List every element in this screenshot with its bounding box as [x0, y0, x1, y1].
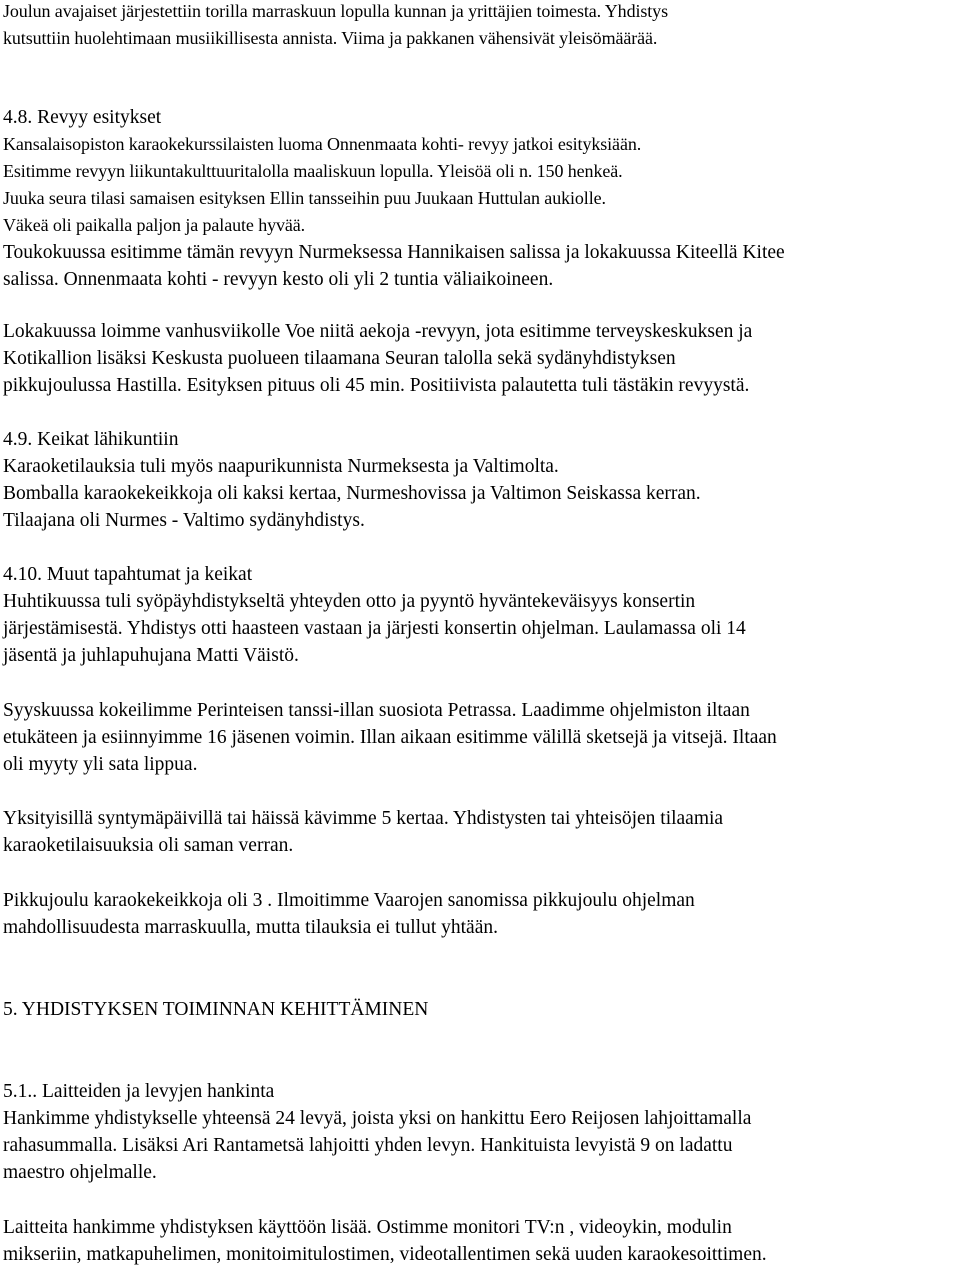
section-4-10-heading: 4.10. Muut tapahtumat ja keikat [3, 564, 253, 585]
section-4-10-line-3: jäsentä ja juhlapuhujana Matti Väistö. [3, 645, 299, 666]
section-4-10-line-1: Huhtikuussa tuli syöpäyhdistykseltä yhteyden otto ja pyyntö hyväntekeväisyys konsertin [3, 591, 696, 612]
section-4-9-heading: 4.9. Keikat lähikuntiin [3, 429, 179, 450]
intro-line-1: Joulun avajaiset järjestettiin torilla marraskuun lopulla kunnan ja yrittäjien toimesta. Yhdistys [3, 1, 668, 21]
section-4-8-line-7: Lokakuussa loimme vanhusviikolle Voe niitä aekoja -revyyn, jota esitimme terveyskeskuksen ja [3, 321, 753, 342]
intro-line-2: kutsuttiin huolehtimaan musiikillisesta annista. Viima ja pakkanen vähensivät yleisömäärää. [3, 28, 658, 48]
section-5-1-line-4: Laitteita hankimme yhdistyksen käyttöön lisää. Ostimme monitori TV:n , videoykin, modulin [3, 1217, 732, 1238]
section-5-1-line-2: rahasummalla. Lisäksi Ari Rantametsä lahjoitti yhden levyn. Hankituista levyistä 9 on ladattu [3, 1135, 733, 1156]
section-4-10-line-9: Pikkujoulu karaokekeikkoja oli 3 . Ilmoitimme Vaarojen sanomissa pikkujoulu ohjelman [3, 890, 695, 911]
section-4-10-line-2: järjestämisestä. Yhdistys otti haasteen vastaan ja järjesti konsertin ohjelman. Laulamassa oli 14 [3, 618, 746, 639]
section-4-8-line-2: Esitimme revyyn liikuntakulttuuritalolla maaliskuun lopulla. Yleisöä oli n. 150 henkeä. [3, 161, 623, 181]
section-4-10-line-8: karaoketilaisuuksia oli saman verran. [3, 835, 294, 856]
section-4-10-line-10: mahdollisuudesta marraskuulla, mutta tilauksia ei tullut yhtään. [3, 917, 498, 938]
section-4-8-line-5: Toukokuussa esitimme tämän revyyn Nurmeksessa Hannikaisen salissa ja lokakuussa Kiteellä Kitee [3, 242, 785, 263]
section-4-8-line-1: Kansalaisopiston karaokekurssilaisten luoma Onnenmaata kohti- revyy jatkoi esityksiään. [3, 134, 642, 154]
section-4-8-line-6: salissa. Onnenmaata kohti - revyyn kesto oli yli 2 tuntia väliaikoineen. [3, 269, 554, 290]
section-5-1-line-3: maestro ohjelmalle. [3, 1162, 157, 1183]
section-5-heading: 5. YHDISTYKSEN TOIMINNAN KEHITTÄMINEN [3, 999, 429, 1020]
section-4-9-line-2: Bomballa karaokekeikkoja oli kaksi kertaa, Nurmeshovissa ja Valtimon Seiskassa kerran. [3, 483, 701, 504]
section-4-10-line-4: Syyskuussa kokeilimme Perinteisen tanssi-illan suosiota Petrassa. Laadimme ohjelmiston iltaan [3, 700, 750, 721]
section-4-10-line-6: oli myyty yli sata lippua. [3, 754, 198, 775]
section-4-8-heading: 4.8. Revyy esitykset [3, 107, 162, 128]
section-4-9-line-3: Tilaajana oli Nurmes - Valtimo sydänyhdistys. [3, 510, 365, 531]
section-4-9-line-1: Karaoketilauksia tuli myös naapurikunnista Nurmeksesta ja Valtimolta. [3, 456, 559, 477]
section-4-8-line-3: Juuka seura tilasi samaisen esityksen Ellin tansseihin puu Juukaan Huttulan aukiolle. [3, 188, 606, 208]
section-4-8-line-8: Kotikallion lisäksi Keskusta puolueen tilaamana Seuran talolla sekä sydänyhdistyksen [3, 348, 676, 369]
section-4-8-line-4: Väkeä oli paikalla paljon ja palaute hyvää. [3, 215, 306, 235]
section-5-1-line-1: Hankimme yhdistykselle yhteensä 24 levyä, joista yksi on hankittu Eero Reijosen lahjoittamalla [3, 1108, 752, 1129]
section-5-1-line-5: mikseriin, matkapuhelimen, monitoimitulostimen, videotallentimen sekä uuden karaokesoittimen. [3, 1244, 767, 1265]
section-4-10-line-7: Yksityisillä syntymäpäivillä tai häissä kävimme 5 kertaa. Yhdistysten tai yhteisöjen tilaamia [3, 808, 724, 829]
section-4-8-line-9: pikkujoulussa Hastilla. Esityksen pituus oli 45 min. Positiivista palautetta tuli tästäkin revyystä. [3, 375, 750, 396]
section-5-1-heading: 5.1.. Laitteiden ja levyjen hankinta [3, 1081, 275, 1102]
section-4-10-line-5: etukäteen ja esiinnyimme 16 jäsenen voimin. Illan aikaan esitimme välillä sketsejä ja vitsejä. Iltaan [3, 727, 777, 748]
